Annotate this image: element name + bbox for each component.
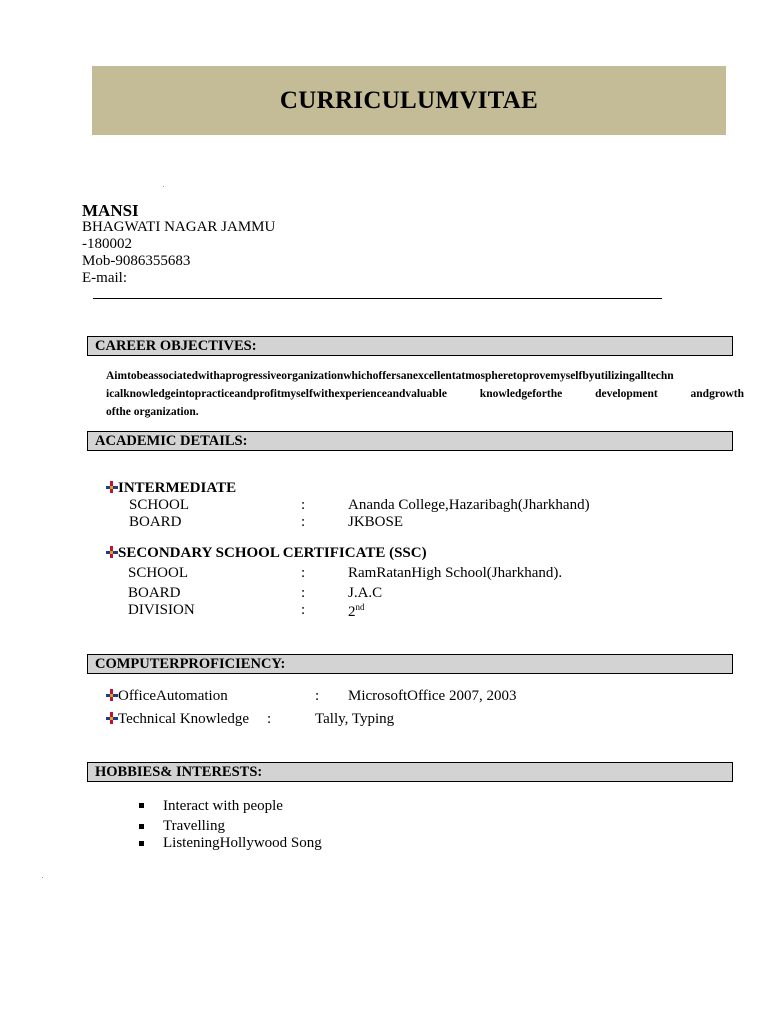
title-band (92, 66, 726, 135)
square-bullet-icon (139, 824, 144, 829)
technical-knowledge-label: Technical Knowledge (118, 711, 249, 727)
technical-knowledge-value: Tally, Typing (315, 711, 395, 727)
ssc-board-colon: : (301, 585, 306, 601)
section-academic-details: ACADEMIC DETAILS: (87, 431, 733, 451)
square-bullet-icon (139, 803, 144, 808)
ssc-school-label: SCHOOL (128, 565, 189, 581)
inter-school-value: Ananda College,Hazaribagh(Jharkhand) (348, 497, 590, 513)
plus-bullet-icon (106, 689, 118, 701)
office-automation-value: MicrosoftOffice 2007, 2003 (348, 688, 517, 704)
office-automation-row (106, 688, 228, 705)
objective-line-3: ofthe organization. (106, 406, 199, 418)
divider (93, 298, 662, 299)
email: E-mail: (82, 270, 127, 286)
inter-board-label: BOARD (129, 514, 182, 530)
address-line-1: BHAGWATI NAGAR JAMMU (82, 219, 276, 235)
objective-line-1: Aimtobeassociatedwithaprogressiveorganizationwhichoffersanexcellentatmospheretoprovemyselfbyutilizingalltechn (106, 370, 674, 382)
intermediate-heading-row (106, 479, 236, 497)
plus-bullet-icon (106, 712, 118, 724)
ssc-board-value: J.A.C (348, 585, 383, 601)
applicant-name: MANSI (82, 201, 139, 220)
inter-board-value: JKBOSE (348, 514, 404, 530)
section-career-objectives: CAREER OBJECTIVES: (87, 336, 733, 356)
ssc-division-colon: : (301, 602, 306, 618)
office-automation-label: OfficeAutomation (118, 688, 228, 704)
division-suffix: nd (355, 602, 365, 612)
mobile: Mob-9086355683 (82, 253, 191, 269)
office-automation-colon: : (315, 688, 320, 704)
ssc-division-label: DIVISION (128, 602, 195, 618)
technical-knowledge-row (106, 711, 249, 728)
hobby-item: Travelling (163, 818, 225, 834)
hobby-item: Interact with people (163, 798, 283, 814)
ssc-school-colon: : (301, 565, 306, 581)
technical-knowledge-colon: : (267, 711, 272, 727)
square-bullet-icon (139, 841, 144, 846)
page-title: CURRICULUMVITAE (279, 86, 539, 114)
intermediate-heading: INTERMEDIATE (118, 480, 237, 496)
division-number: 2 (348, 604, 356, 620)
plus-bullet-icon (106, 546, 118, 558)
career-objective-text (106, 367, 744, 421)
ssc-board-label: BOARD (128, 585, 181, 601)
objective-line-2: icalknowledgeintopracticeandprofitmyselfwithexperienceandvaluable knowledgeforthe development andgrowth (106, 388, 744, 400)
inter-school-colon: : (301, 497, 306, 513)
stray-dot (163, 186, 164, 187)
inter-school-label: SCHOOL (129, 497, 190, 513)
address-line-2: -180002 (82, 236, 132, 252)
ssc-heading-row (106, 544, 427, 562)
section-computer-proficiency: COMPUTERPROFICIENCY: (87, 654, 733, 674)
ssc-school-value: RamRatanHigh School(Jharkhand). (348, 565, 563, 581)
hobby-item: ListeningHollywood Song (163, 835, 322, 851)
section-hobbies: HOBBIES& INTERESTS: (87, 762, 733, 782)
stray-dot (42, 877, 43, 878)
plus-bullet-icon (106, 481, 118, 493)
ssc-heading: SECONDARY SCHOOL CERTIFICATE (SSC) (118, 545, 427, 561)
inter-board-colon: : (301, 514, 306, 530)
ssc-division-value (348, 602, 365, 621)
